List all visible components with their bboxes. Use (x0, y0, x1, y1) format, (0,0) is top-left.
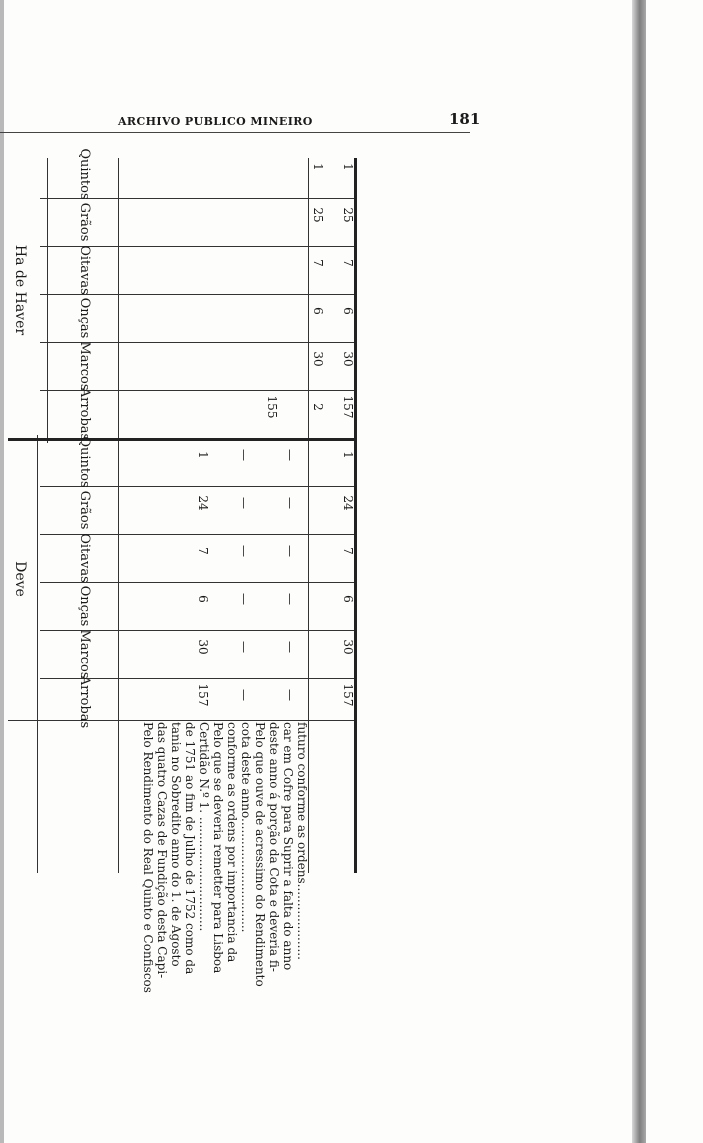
haver-total-quintos: 1 (341, 163, 355, 171)
group-label-deve: Deve (12, 561, 28, 597)
haver-total-oncas: 6 (341, 307, 355, 315)
haver-cell-oitavas: 7 (311, 259, 325, 267)
entry-line: de 1751 ao fim de Julho de 1752 como da (183, 722, 197, 975)
haver-cell-arrobas: 2 (311, 403, 325, 411)
entry-line: cota deste anno.............................. (239, 722, 253, 933)
entry-line: Pelo Rendimento do Real Quinto e Confiscos (141, 722, 155, 993)
col-header-quintos: Quintos (77, 436, 92, 488)
deve-cell-marcos: — (237, 641, 251, 653)
deve-cell-oitavas: — (283, 545, 297, 557)
deve-total-oitavas: 7 (341, 547, 355, 555)
table-bottom-rule (8, 720, 354, 721)
running-header (0, 108, 481, 138)
deve-total-oncas: 6 (341, 595, 355, 603)
entry-line: Certidão N.º 1. .............................. (197, 722, 211, 932)
haver-cell-oncas: 6 (311, 307, 325, 315)
entry-line: deste anno á porção da Cota e deveria fi- (267, 722, 281, 972)
group-divider (8, 438, 354, 441)
haver-cell-marcos: 30 (311, 351, 325, 367)
deve-cell-arrobas: 157 (196, 683, 210, 707)
col-header-oncas: Onças (77, 297, 92, 339)
col-header-quintos: Quintos (77, 148, 92, 200)
deve-cell-arrobas: — (283, 689, 297, 701)
haver-cell-arrobas: 155 (265, 395, 279, 419)
col-header-graos: Grãos (77, 490, 92, 530)
deve-cell-oncas: — (283, 593, 297, 605)
col-header-arrobas: Arrobas (77, 387, 92, 441)
deve-cell-oitavas: 7 (196, 547, 210, 555)
book-gutter-shadow (632, 0, 646, 1143)
haver-total-marcos: 30 (341, 351, 355, 367)
col-header-oitavas: Oitavas (77, 533, 92, 583)
deve-cell-marcos: — (283, 641, 297, 653)
entry-line: futuro conforme as ordens.................... (295, 722, 309, 960)
deve-cell-oncas: 6 (196, 595, 210, 603)
page-number: 181 (449, 110, 481, 128)
entry-line: Pelo que se deveria remetter para Lisboa (211, 722, 225, 974)
deve-cell-quintos: — (283, 449, 297, 461)
deve-cell-quintos: — (237, 449, 251, 461)
entry-descriptions (0, 722, 309, 1062)
running-title: ARCHIVO PUBLICO MINEIRO (118, 115, 313, 128)
deve-cell-oncas: — (237, 593, 251, 605)
col-header-arrobas: Arrobas (77, 675, 92, 729)
col-header-oncas: Onças (77, 585, 92, 627)
col-header-marcos: Marcos (77, 629, 92, 679)
deve-cell-graos: — (283, 497, 297, 509)
haver-cell-graos: 25 (311, 207, 325, 223)
col-header-graos: Grãos (77, 202, 92, 242)
deve-total-graos: 24 (341, 495, 355, 511)
deve-total-marcos: 30 (341, 639, 355, 655)
entry-line: car em Cofre para Suprir a falta do anno (281, 722, 295, 971)
deve-cell-graos: 24 (196, 495, 210, 511)
group-label-rule-haver (47, 158, 48, 443)
haver-cell-quintos: 1 (311, 163, 325, 171)
col-header-marcos: Marcos (77, 341, 92, 391)
deve-total-quintos: 1 (341, 451, 355, 459)
haver-total-graos: 25 (341, 207, 355, 223)
col-header-oitavas: Oitavas (77, 245, 92, 295)
deve-total-arrobas: 157 (341, 683, 355, 707)
header-rule (0, 132, 470, 133)
entry-line: conforme as ordens por importancia da (225, 722, 239, 963)
deve-cell-quintos: 1 (196, 451, 210, 459)
group-label-haver: Ha de Haver (12, 244, 28, 336)
deve-cell-graos: — (237, 497, 251, 509)
haver-total-oitavas: 7 (341, 259, 355, 267)
deve-cell-oitavas: — (237, 545, 251, 557)
entry-line: tania no Sobredito anno do 1. de Agosto (169, 722, 183, 967)
haver-total-arrobas: 157 (341, 395, 355, 419)
entry-line: das quatro Cazas de Fundição desta Capi- (155, 722, 169, 979)
deve-cell-marcos: 30 (196, 639, 210, 655)
entry-line: Pelo que ouve de acressimo do Rendimento (253, 722, 267, 987)
deve-cell-arrobas: — (237, 689, 251, 701)
